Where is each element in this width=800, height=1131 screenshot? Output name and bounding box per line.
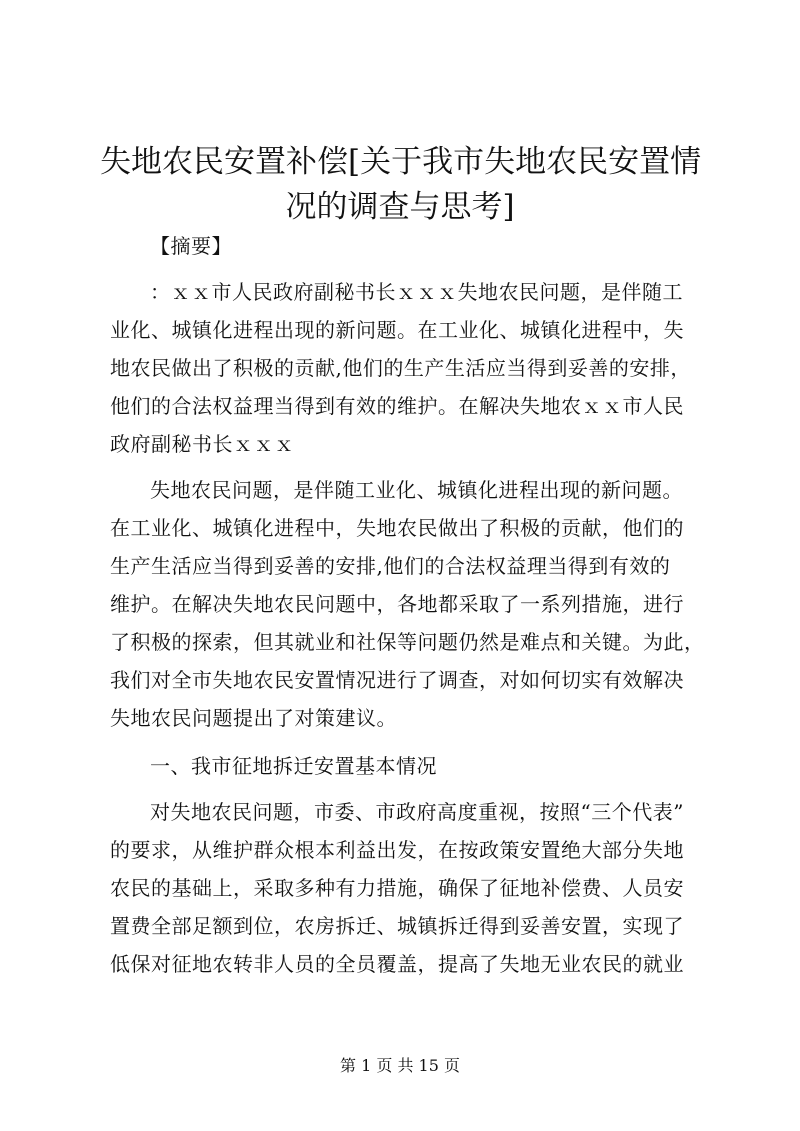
body-line-1: ：ｘｘ市人民政府副秘书长ｘｘｘ失地农民问题，是伴随工 — [150, 280, 683, 304]
body-line-15: 的要求，从维护群众根本利益出发，在按政策安置绝大部分失地 — [110, 838, 684, 862]
body-line-2: 业化、城镇化进程出现的新问题。在工业化、城镇化进程中，失 — [110, 318, 684, 342]
body-line-17: 置费全部足额到位，农房拆迁、城镇拆迁得到妥善安置，实现了 — [110, 914, 684, 938]
body-line-10: 了积极的探索，但其就业和社保等问题仍然是难点和关键。为此， — [110, 630, 705, 654]
section-heading-1: 一、我市征地拆迁安置基本情况 — [150, 754, 437, 778]
body-line-7: 在工业化、城镇化进程中，失地农民做出了积极的贡献，他们的 — [110, 516, 684, 540]
body-line-16: 农民的基础上，采取多种有力措施，确保了征地补偿费、人员安 — [110, 876, 684, 900]
abstract-label: 【摘要】 — [150, 234, 232, 258]
body-line-6: 失地农民问题，是伴随工业化、城镇化进程出现的新问题。 — [150, 478, 683, 502]
title-line-1: 失地农民安置补偿[关于我市失地农民安置情 — [100, 144, 702, 180]
body-line-9: 维护。在解决失地农民问题中，各地都采取了一系列措施，进行 — [110, 592, 684, 616]
body-line-5: 政府副秘书长ｘｘｘ — [110, 432, 295, 456]
body-line-11: 我们对全市失地农民安置情况进行了调查，对如何切实有效解决 — [110, 668, 684, 692]
body-line-12: 失地农民问题提出了对策建议。 — [110, 706, 397, 730]
body-line-4: 他们的合法权益理当得到有效的维护。在解决失地农ｘｘ市人民 — [110, 394, 684, 418]
title-line-2: 况的调查与思考] — [285, 189, 515, 225]
body-line-8: 生产生活应当得到妥善的安排,他们的合法权益理当得到有效的 — [110, 554, 671, 578]
document-title — [100, 140, 700, 230]
body-line-18: 低保对征地农转非人员的全员覆盖，提高了失地无业农民的就业 — [110, 952, 684, 976]
body-line-3: 地农民做出了积极的贡献,他们的生产生活应当得到妥善的安排， — [110, 356, 691, 380]
body-line-14: 对失地农民问题，市委、市政府高度重视，按照“三个代表” — [150, 800, 684, 824]
page-number-footer: 第 1 页 共 15 页 — [340, 1056, 460, 1075]
